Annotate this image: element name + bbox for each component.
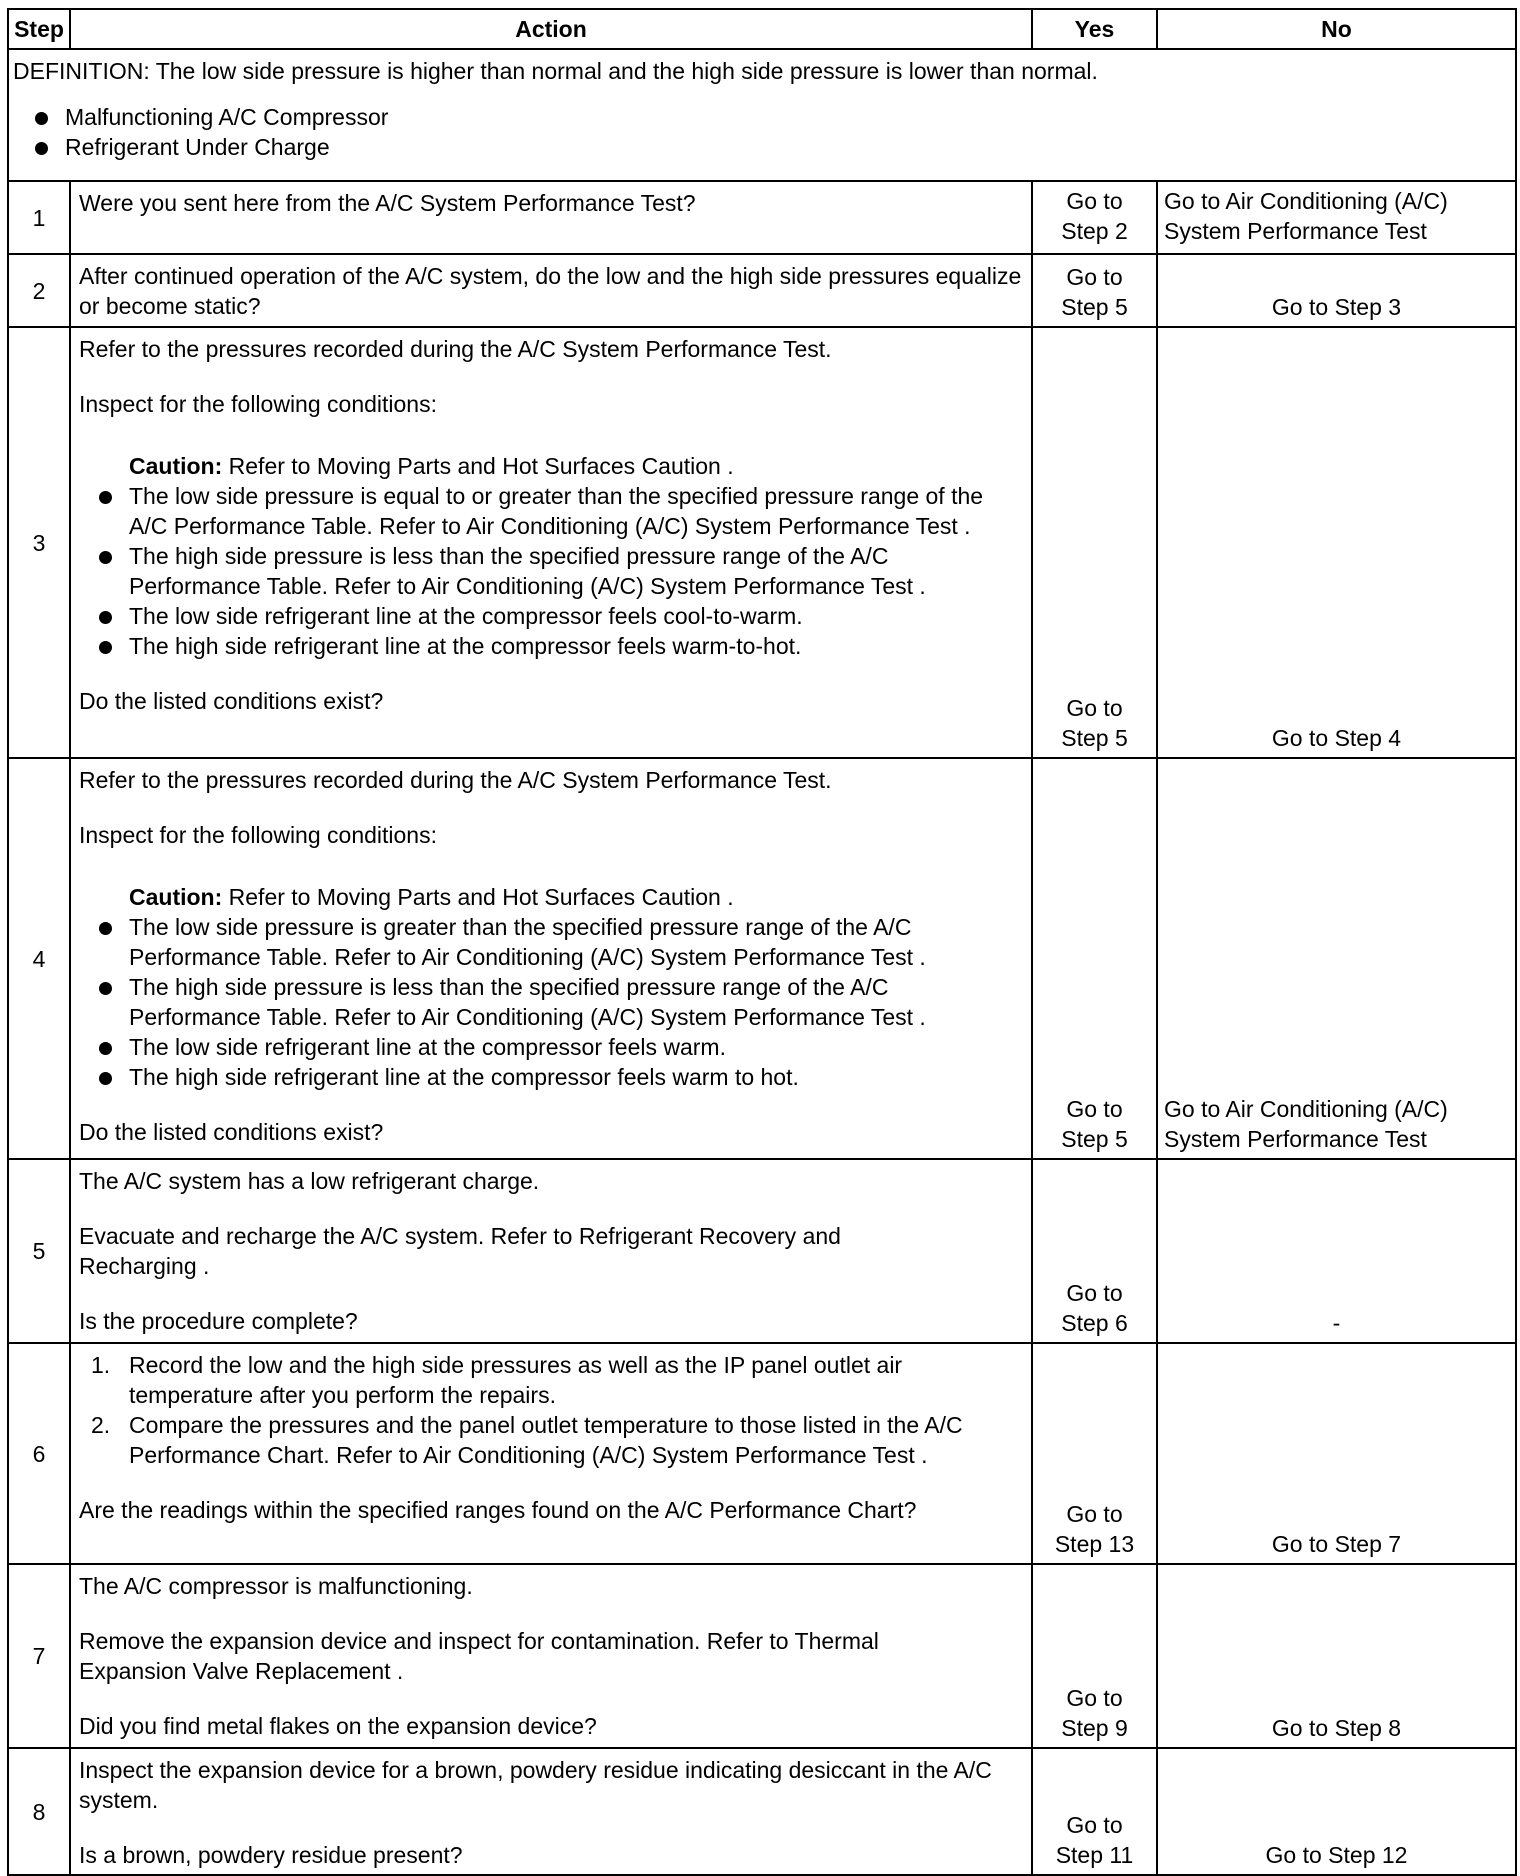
no-cell: Go to Step 8 <box>1157 1564 1516 1748</box>
yes-line: Go to <box>1066 1501 1123 1527</box>
step-number: 5 <box>8 1159 70 1343</box>
step-number: 7 <box>8 1564 70 1748</box>
no-cell <box>1157 758 1516 1159</box>
no-cell: - <box>1157 1159 1516 1343</box>
intro-text: Inspect the expansion device for a brown, powdery residue indicating desiccant in the A/C system. <box>79 1757 992 1813</box>
step-number: 6 <box>8 1343 70 1564</box>
yes-line: Step 6 <box>1061 1310 1128 1336</box>
condition-list <box>79 481 1023 661</box>
yes-cell <box>1032 1564 1157 1748</box>
definition-list <box>13 102 1511 162</box>
yes-cell <box>1032 758 1157 1159</box>
condition-list <box>79 912 1023 1092</box>
action-cell <box>70 181 1032 254</box>
list-item: Refrigerant Under Charge <box>13 132 1511 162</box>
question-text: Do the listed conditions exist? <box>79 688 384 714</box>
no-line: Go to Air Conditioning (A/C) <box>1164 188 1448 214</box>
table-row <box>8 181 1516 254</box>
diagnostic-table <box>7 8 1517 1876</box>
table-row <box>8 1343 1516 1564</box>
list-item: The low side refrigerant line at the compressor feels warm. <box>79 1032 1023 1062</box>
yes-line: Go to <box>1066 1096 1123 1122</box>
yes-line: Step 5 <box>1061 294 1128 320</box>
question-text: Is the procedure complete? <box>79 1308 358 1334</box>
definition-row <box>8 49 1516 181</box>
caution-text: Refer to Moving Parts and Hot Surfaces Caution . <box>228 453 734 479</box>
list-item: The high side pressure is less than the specified pressure range of the A/C Performance Table. Refer to Air Conditioning (A/C) System Performance Test . <box>79 541 1023 601</box>
list-item <box>79 1410 1023 1470</box>
intro-text: The A/C compressor is malfunctioning. <box>79 1573 473 1599</box>
table-row <box>8 1748 1516 1875</box>
definition-text: DEFINITION: The low side pressure is higher than normal and the high side pressure is lower than normal. <box>13 58 1098 84</box>
yes-line: Go to <box>1066 1812 1123 1838</box>
action-cell <box>70 1564 1032 1748</box>
yes-line: Go to <box>1066 1685 1123 1711</box>
yes-line: Step 9 <box>1061 1715 1128 1741</box>
definition-cell <box>8 49 1516 181</box>
header-step: Step <box>8 9 70 49</box>
step-number: 1 <box>8 181 70 254</box>
no-line: System Performance Test <box>1164 1126 1427 1152</box>
intro-text: The A/C system has a low refrigerant charge. <box>79 1168 540 1194</box>
yes-line: Go to <box>1066 264 1123 290</box>
yes-cell <box>1032 1159 1157 1343</box>
action-cell <box>70 1748 1032 1875</box>
yes-line: Go to <box>1066 695 1123 721</box>
no-cell: Go to Step 12 <box>1157 1748 1516 1875</box>
caution-label: Caution: <box>129 453 223 479</box>
question-text: Do the listed conditions exist? <box>79 1119 384 1145</box>
header-action: Action <box>70 9 1032 49</box>
yes-cell <box>1032 1343 1157 1564</box>
header-yes: Yes <box>1032 9 1157 49</box>
no-line: System Performance Test <box>1164 218 1427 244</box>
no-cell: Go to Step 4 <box>1157 327 1516 758</box>
list-item: The low side pressure is equal to or greater than the specified pressure range of the A/C Performance Table. Refer to Air Conditioning (A/C) System Performance Test . <box>79 481 1023 541</box>
table-row <box>8 254 1516 327</box>
header-no: No <box>1157 9 1516 49</box>
caution-label: Caution: <box>129 884 223 910</box>
yes-line: Go to <box>1066 188 1123 214</box>
no-line: Go to Air Conditioning (A/C) <box>1164 1096 1448 1122</box>
caution-note <box>79 451 1023 481</box>
header-row <box>8 9 1516 49</box>
intro-text: Inspect for the following conditions: <box>79 822 437 848</box>
table-row <box>8 327 1516 758</box>
question-text: Did you find metal flakes on the expansion device? <box>79 1713 597 1739</box>
action-cell <box>70 1159 1032 1343</box>
step-number: 8 <box>8 1748 70 1875</box>
yes-line: Step 13 <box>1054 1531 1135 1557</box>
item-number: 1. <box>91 1352 111 1378</box>
table-row <box>8 1564 1516 1748</box>
question-text: Were you sent here from the A/C System Performance Test? <box>79 190 696 216</box>
yes-cell <box>1032 181 1157 254</box>
yes-line: Step 5 <box>1061 1126 1128 1152</box>
intro-text: Evacuate and recharge the A/C system. Refer to Refrigerant Recovery and Recharging . <box>79 1223 841 1279</box>
intro-text: Remove the expansion device and inspect for contamination. Refer to Thermal Expansion Valve Replacement . <box>79 1628 879 1684</box>
intro-text: Refer to the pressures recorded during the A/C System Performance Test. <box>79 767 832 793</box>
step-number: 4 <box>8 758 70 1159</box>
step-number: 3 <box>8 327 70 758</box>
yes-line: Step 2 <box>1061 218 1128 244</box>
item-text: Record the low and the high side pressures as well as the IP panel outlet air temperature after you perform the repairs. <box>129 1352 903 1408</box>
procedure-list <box>79 1350 1023 1470</box>
diagnostic-document <box>7 8 1517 1876</box>
table-row <box>8 758 1516 1159</box>
list-item <box>79 1350 1023 1410</box>
question-text: Is a brown, powdery residue present? <box>79 1842 463 1868</box>
yes-cell <box>1032 327 1157 758</box>
action-cell <box>70 327 1032 758</box>
yes-line: Go to <box>1066 1280 1123 1306</box>
action-cell <box>70 1343 1032 1564</box>
no-cell <box>1157 181 1516 254</box>
yes-cell <box>1032 254 1157 327</box>
list-item: The low side refrigerant line at the compressor feels cool-to-warm. <box>79 601 1023 631</box>
no-cell: Go to Step 3 <box>1157 254 1516 327</box>
question-text: After continued operation of the A/C system, do the low and the high side pressures equalize or become static? <box>79 263 1022 319</box>
step-number: 2 <box>8 254 70 327</box>
list-item: The high side pressure is less than the specified pressure range of the A/C Performance Table. Refer to Air Conditioning (A/C) System Performance Test . <box>79 972 1023 1032</box>
question-text: Are the readings within the specified ranges found on the A/C Performance Chart? <box>79 1497 917 1523</box>
caution-note <box>79 882 1023 912</box>
item-number: 2. <box>91 1412 111 1438</box>
intro-text: Inspect for the following conditions: <box>79 391 437 417</box>
yes-cell <box>1032 1748 1157 1875</box>
table-row <box>8 1159 1516 1343</box>
action-cell <box>70 254 1032 327</box>
list-item: The high side refrigerant line at the compressor feels warm-to-hot. <box>79 631 1023 661</box>
action-cell <box>70 758 1032 1159</box>
item-text: Compare the pressures and the panel outlet temperature to those listed in the A/C Performance Chart. Refer to Air Conditioning (A/C) System Performance Test . <box>129 1412 963 1468</box>
list-item: The high side refrigerant line at the compressor feels warm to hot. <box>79 1062 1023 1092</box>
yes-line: Step 11 <box>1055 1842 1134 1868</box>
no-cell: Go to Step 7 <box>1157 1343 1516 1564</box>
yes-line: Step 5 <box>1061 725 1128 751</box>
intro-text: Refer to the pressures recorded during the A/C System Performance Test. <box>79 336 832 362</box>
caution-text: Refer to Moving Parts and Hot Surfaces Caution . <box>228 884 734 910</box>
list-item: Malfunctioning A/C Compressor <box>13 102 1511 132</box>
list-item: The low side pressure is greater than the specified pressure range of the A/C Performance Table. Refer to Air Conditioning (A/C) System Performance Test . <box>79 912 1023 972</box>
